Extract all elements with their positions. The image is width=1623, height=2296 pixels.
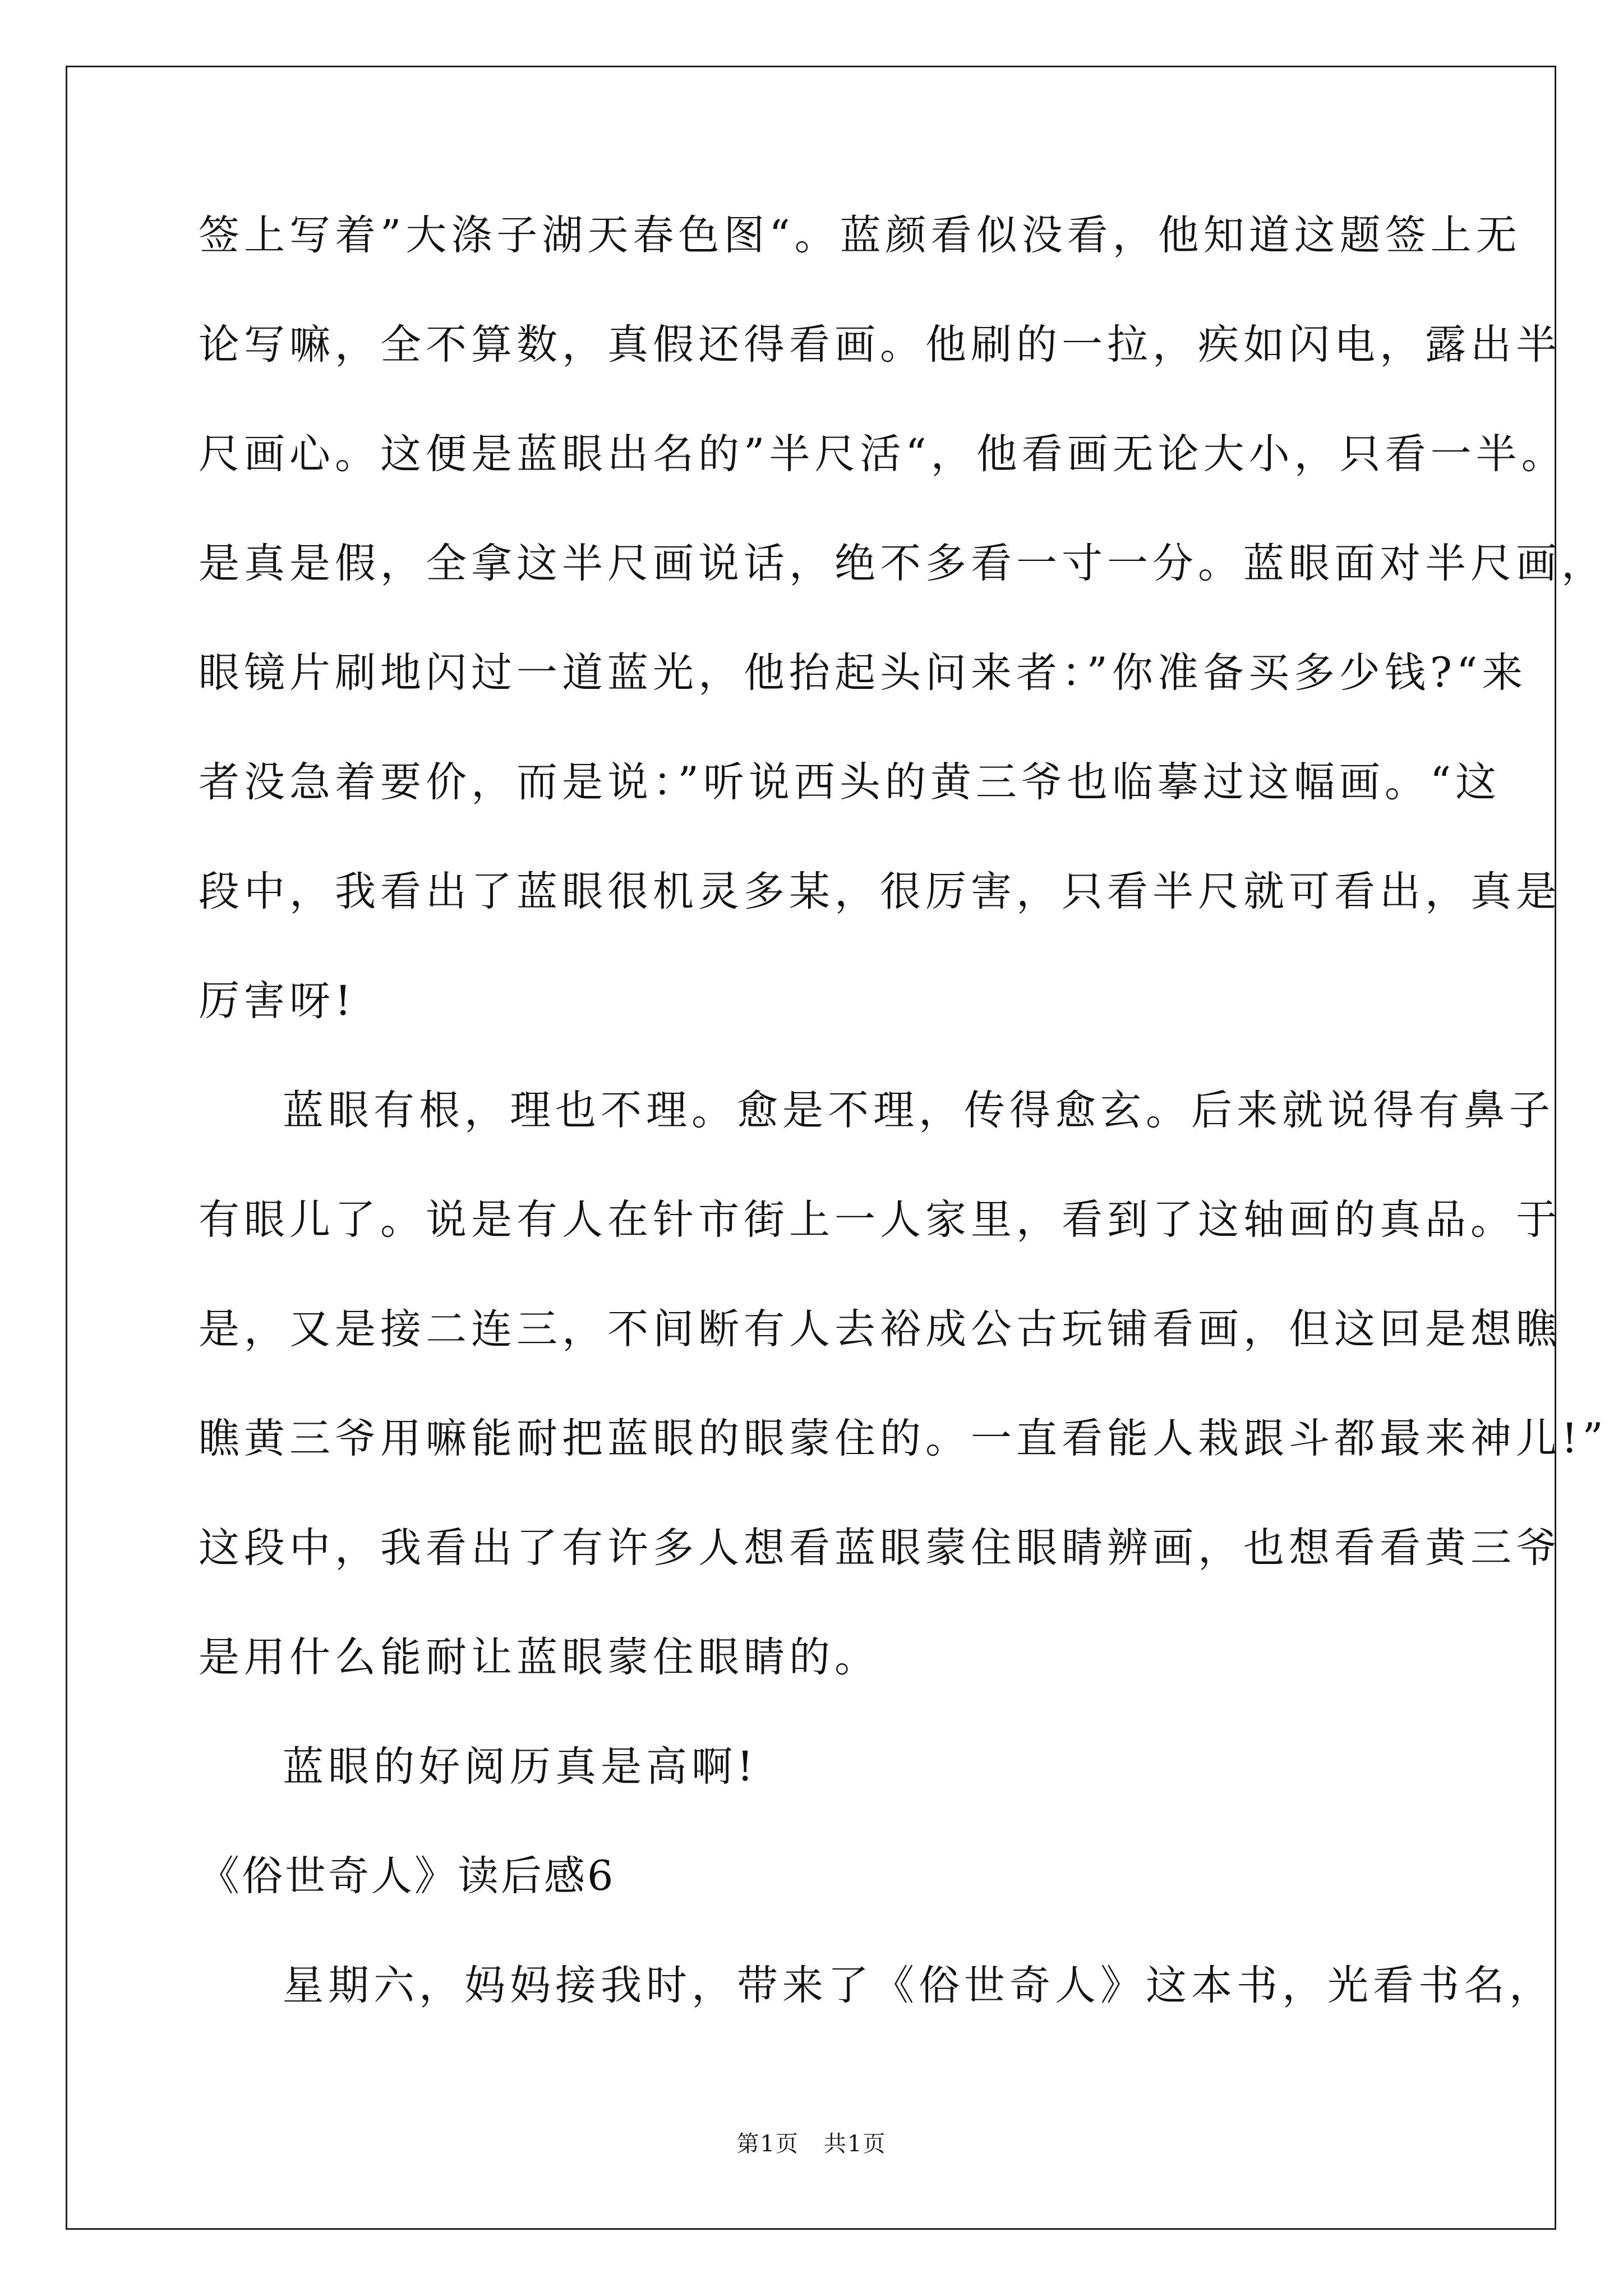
text-line: 厉害呀! <box>199 977 356 1025</box>
text-line: 者没急着要价，而是说：”听说西头的黄三爷也临摹过这幅画。“这 <box>199 758 1501 806</box>
text-line: 是真是假，全拿这半尺画说话，绝不多看一寸一分。蓝眼面对半尺画， <box>199 540 1607 587</box>
page-number-footer: 第1页 共1页 <box>736 2131 887 2157</box>
text-line: 这段中，我看出了有许多人想看蓝眼蒙住眼睛辨画，也想看看黄三爷 <box>199 1524 1561 1572</box>
text-line: 是，又是接二连三，不间断有人去裕成公古玩铺看画，但这回是想瞧 <box>199 1305 1561 1353</box>
text-line: 段中，我看出了蓝眼很机灵多某，很厉害，只看半尺就可看出，真是 <box>199 868 1561 915</box>
text-line: 蓝眼有根，理也不理。愈是不理，传得愈玄。后来就说得有鼻子 <box>283 1087 1555 1134</box>
text-line: 尺画心。这便是蓝眼出名的”半尺活“，他看画无论大小，只看一半。 <box>199 430 1567 478</box>
section-heading: 《俗世奇人》读后感6 <box>199 1852 616 1900</box>
text-line: 瞧黄三爷用嘛能耐把蓝眼的眼蒙住的。一直看能人栽跟斗都最来神儿!” <box>199 1415 1608 1462</box>
text-line: 有眼儿了。说是有人在针市街上一人家里，看到了这轴画的真品。于 <box>199 1196 1561 1244</box>
text-line: 是用什么能耐让蓝眼蒙住眼睛的。 <box>199 1634 880 1681</box>
text-line: 星期六，妈妈接我时，带来了《俗世奇人》这本书，光看书名， <box>283 1962 1555 2009</box>
page-border <box>66 66 1556 2230</box>
text-line: 眼镜片刷地闪过一道蓝光，他抬起头问来者：”你准备买多少钱?“来 <box>199 649 1528 697</box>
text-line: 签上写着”大涤子湖天春色图“。蓝颜看似没看，他知道这题签上无 <box>199 211 1521 259</box>
text-line: 蓝眼的好阅历真是高啊! <box>283 1743 758 1791</box>
text-line: 论写嘛，全不算数，真假还得看画。他刷的一拉，疾如闪电，露出半 <box>199 321 1561 369</box>
